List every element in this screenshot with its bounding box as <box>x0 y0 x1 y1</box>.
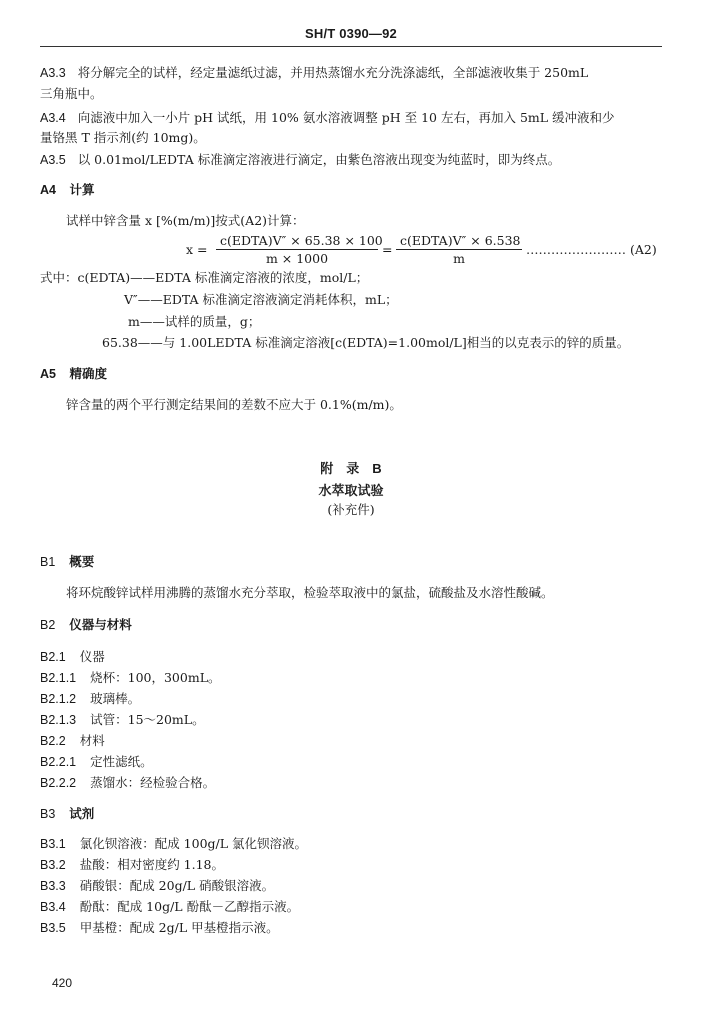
formula-lhs: x = <box>186 242 208 257</box>
section-number: A4 <box>40 183 56 197</box>
clause-b2-2-1 <box>40 754 153 770</box>
clause-b2-1-3 <box>40 712 205 728</box>
clause-a3-3-cont: 三角瓶中。 <box>40 86 103 101</box>
clause-a3-4 <box>40 110 615 126</box>
clause-number: B3.3 <box>40 879 66 893</box>
where-line-2 <box>124 292 398 308</box>
section-number: A5 <box>40 367 56 381</box>
clause-b3-5 <box>40 920 279 936</box>
section-title: 试剂 <box>69 807 95 821</box>
clause-a3-4-cont: 量铬黑 T 指示剂(约 10mg)。 <box>40 130 206 145</box>
clause-a3-5 <box>40 152 560 168</box>
clause-number: A3.4 <box>40 111 66 125</box>
where-lead: 式中： <box>40 270 78 285</box>
page-number: 420 <box>52 976 73 990</box>
clause-text: 试管：15～20mL。 <box>90 712 205 727</box>
clause-b2-1-2 <box>40 691 140 707</box>
clause-text: 硝酸银：配成 20g/L 硝酸银溶液。 <box>79 878 275 893</box>
formula-equals: = <box>382 242 393 257</box>
section-b3-heading <box>40 806 94 822</box>
section-number: B3 <box>40 807 56 821</box>
header-rule <box>40 46 662 47</box>
page-header: SH/T 0390—92 <box>304 26 397 41</box>
formula-intro: 试样中锌含量 x [%(m/m)]按式(A2)计算： <box>66 213 305 228</box>
clause-number: A3.5 <box>40 153 66 167</box>
section-a4-heading <box>40 182 94 198</box>
clause-text: 酚酞：配成 10g/L 酚酞－乙醇指示液。 <box>79 899 300 914</box>
appendix-note: (补充件) <box>327 502 375 517</box>
where-line-4 <box>102 335 629 351</box>
where-symbol: m—— <box>128 314 165 329</box>
clause-number: B2.1.2 <box>40 692 77 706</box>
clause-number: B2.1 <box>40 650 66 664</box>
clause-number: B2.1.3 <box>40 713 77 727</box>
clause-text: 玻璃棒。 <box>90 691 141 706</box>
clause-number: B3.2 <box>40 858 66 872</box>
clause-b2-1 <box>40 649 105 665</box>
where-description: EDTA 标准滴定溶液滴定消耗体积，mL； <box>162 292 398 307</box>
clause-b2-2 <box>40 733 105 749</box>
clause-text: 蒸馏水：经检验合格。 <box>90 775 216 790</box>
clause-text: 烧杯：100，300mL。 <box>90 670 221 685</box>
where-line-1 <box>40 270 368 286</box>
clause-text: 以 0.01mol/LEDTA 标准滴定溶液进行滴定，由紫色溶液出现变为纯蓝时，即为终点。 <box>77 152 561 167</box>
clause-text: 将分解完全的试样，经定量滤纸过滤，并用热蒸馏水充分洗涤滤纸，全部滤液收集于 250mL <box>77 65 589 80</box>
clause-number: B3.1 <box>40 837 66 851</box>
clause-text: 仪器 <box>79 649 105 664</box>
formula-fraction-1 <box>216 233 383 266</box>
clause-b3-4 <box>40 899 299 915</box>
section-title: 仪器与材料 <box>69 618 132 632</box>
clause-number: B2.2.1 <box>40 755 77 769</box>
fraction-numerator: c(EDTA)V″ × 65.38 × 100 <box>216 233 378 250</box>
where-line-3 <box>128 314 260 330</box>
clause-b2-1-1 <box>40 670 221 686</box>
section-b2-heading <box>40 617 132 633</box>
where-symbol: V″—— <box>124 292 163 307</box>
clause-text: 氯化钡溶液：配成 100g/L 氯化钡溶液。 <box>79 836 308 851</box>
where-description: 试样的质量，g； <box>164 314 261 329</box>
clause-number: B3.5 <box>40 921 66 935</box>
formula-tag: …………………… (A2) <box>526 242 657 257</box>
clause-number: B2.1.1 <box>40 671 77 685</box>
section-title: 精确度 <box>69 367 107 381</box>
clause-number: A3.3 <box>40 66 66 80</box>
section-number: B1 <box>40 555 56 569</box>
where-symbol: c(EDTA)—— <box>77 270 156 285</box>
section-number: B2 <box>40 618 56 632</box>
fraction-denominator: m <box>453 251 465 266</box>
formula-fraction-2 <box>396 233 522 266</box>
clause-b3-3 <box>40 878 274 894</box>
clause-text: 定性滤纸。 <box>90 754 153 769</box>
fraction-denominator: m × 1000 <box>265 251 329 266</box>
where-description: 与 1.00LEDTA 标准滴定溶液[c(EDTA)=1.00mol/L]相当的以克表示的锌的质量。 <box>162 335 630 350</box>
section-b1-heading <box>40 554 94 570</box>
clause-number: B2.2.2 <box>40 776 77 790</box>
clause-a3-3 <box>40 65 588 81</box>
where-description: EDTA 标准滴定溶液的浓度，mol/L； <box>155 270 369 285</box>
section-title: 计算 <box>69 183 95 197</box>
fraction-numerator: c(EDTA)V″ × 6.538 <box>396 233 522 250</box>
clause-b2-2-2 <box>40 775 215 791</box>
clause-text: 甲基橙：配成 2g/L 甲基橙指示液。 <box>79 920 279 935</box>
appendix-label: 附 录 B <box>320 461 382 476</box>
clause-text: 向滤液中加入一小片 pH 试纸，用 10% 氨水溶液调整 pH 至 10 左右，再加入 5mL 缓冲液和少 <box>77 110 615 125</box>
precision-text: 锌含量的两个平行测定结果间的差数不应大于 0.1%(m/m)。 <box>66 397 402 412</box>
section-a5-heading <box>40 366 107 382</box>
clause-b3-2 <box>40 857 224 873</box>
clause-number: B2.2 <box>40 734 66 748</box>
where-symbol: 65.38—— <box>102 335 163 350</box>
section-title: 概要 <box>69 555 95 569</box>
clause-number: B3.4 <box>40 900 66 914</box>
summary-text: 将环烷酸锌试样用沸腾的蒸馏水充分萃取，检验萃取液中的氯盐，硫酸盐及水溶性酸碱。 <box>66 585 554 600</box>
appendix-title: 水萃取试验 <box>318 483 384 498</box>
clause-text: 盐酸：相对密度约 1.18。 <box>79 857 225 872</box>
clause-b3-1 <box>40 836 307 852</box>
clause-text: 材料 <box>79 733 105 748</box>
